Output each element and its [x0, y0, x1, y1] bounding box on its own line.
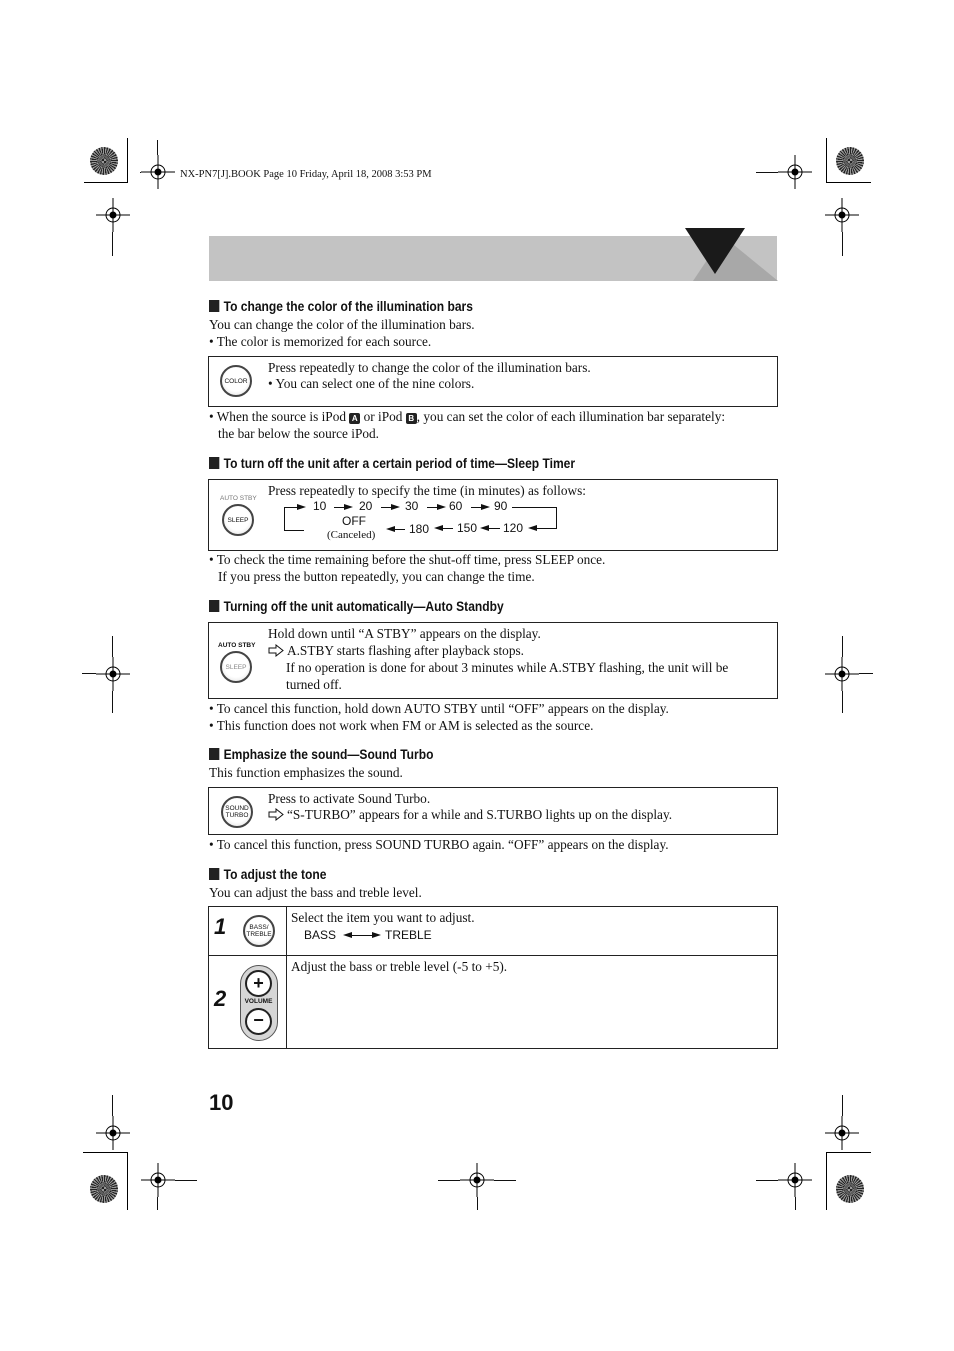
arrow-right-icon	[344, 504, 353, 510]
section-heading-illumination: To change the color of the illumination bars	[209, 298, 473, 314]
bass-treble-label-1: BASS/	[249, 924, 269, 931]
crosshair-icon	[825, 1116, 859, 1150]
page-number: 10	[209, 1090, 234, 1115]
illumination-intro-2: • The color is memorized for each source.	[209, 334, 432, 349]
auto-standby-instruction: Hold down until “A STBY” appears on the display.	[268, 626, 541, 641]
section-heading-sleep: To turn off the unit after a certain period of time—Sleep Timer	[209, 455, 575, 471]
bullet-square-icon	[209, 600, 219, 612]
section-heading-tone: To adjust the tone	[209, 866, 326, 882]
volume-label: VOLUME	[244, 998, 273, 1005]
crosshair-icon	[141, 155, 175, 189]
starburst-icon	[90, 147, 118, 175]
crosshair-icon	[825, 657, 859, 691]
bass-treble-button-icon	[243, 915, 275, 947]
sound-turbo-label-2: TURBO	[225, 812, 249, 819]
crosshair-icon	[778, 155, 812, 189]
sleep-seq-60: 60	[449, 499, 463, 513]
result-arrow-icon	[268, 644, 284, 657]
sleep-button-label: SLEEP	[225, 663, 247, 671]
volume-button-icon	[240, 965, 278, 1041]
starburst-icon	[836, 1175, 864, 1203]
bass-treble-arrow-line	[351, 935, 373, 936]
auto-standby-result	[268, 642, 524, 659]
color-button-icon	[220, 365, 252, 397]
sleep-seq-off: OFF	[342, 514, 366, 528]
step-2-number: 2	[214, 986, 227, 1011]
print-header-meta: NX-PN7[J].BOOK Page 10 Friday, April 18, 2008 3:53 PM	[180, 169, 432, 180]
arrow-right-icon	[481, 504, 490, 510]
tone-intro: You can adjust the bass and treble level.	[209, 885, 422, 900]
crosshair-icon	[96, 1116, 130, 1150]
table-divider	[208, 955, 778, 956]
starburst-icon	[836, 147, 864, 175]
sound-turbo-intro: This function emphasizes the sound.	[209, 765, 403, 780]
header-triangle-icon	[683, 228, 778, 287]
note-text: or iPod	[360, 409, 406, 424]
sleep-seq-20: 20	[359, 499, 373, 513]
sleep-seq-150: 150	[457, 521, 478, 535]
crosshair-icon	[141, 1163, 175, 1197]
sleep-button-label: SLEEP	[227, 516, 249, 524]
sleep-button-icon	[220, 651, 252, 683]
ipod-a-badge: A	[349, 413, 360, 424]
crosshair-icon	[96, 198, 130, 232]
illumination-note	[209, 408, 725, 425]
bullet-square-icon	[209, 868, 219, 880]
sound-turbo-button-icon	[221, 796, 253, 828]
step-1-text: Select the item you want to adjust.	[291, 910, 475, 925]
volume-plus-icon: +	[245, 970, 272, 997]
sound-turbo-label-1: SOUND	[225, 805, 249, 812]
result-text: “S-TURBO” appears for a while and S.TURBO lights up on the display.	[287, 807, 673, 822]
sleep-canceled-label: (Canceled)	[327, 529, 376, 541]
step-1-bass: BASS	[304, 928, 337, 942]
note-text: , you can set the color of each illumination bar separately:	[416, 409, 726, 424]
sound-turbo-result	[268, 806, 672, 823]
starburst-icon	[90, 1175, 118, 1203]
illumination-instruction-1: Press repeatedly to change the color of the illumination bars.	[268, 360, 591, 375]
step-2-text: Adjust the bass or treble level (-5 to +5).	[291, 959, 508, 974]
sleep-instruction: Press repeatedly to specify the time (in minutes) as follows:	[268, 483, 586, 498]
step-1-treble: TREBLE	[385, 928, 432, 942]
auto-standby-note-2: • This function does not work when FM or AM is selected as the source.	[209, 718, 594, 733]
volume-minus-icon: −	[245, 1008, 272, 1035]
crosshair-icon	[825, 198, 859, 232]
sleep-note-2: If you press the button repeatedly, you can change the time.	[218, 569, 535, 584]
step-1-number: 1	[214, 914, 227, 939]
sound-turbo-note: • To cancel this function, press SOUND TURBO again. “OFF” appears on the display.	[209, 837, 669, 852]
bullet-square-icon	[209, 748, 219, 760]
sleep-seq-10: 10	[313, 499, 327, 513]
illumination-intro-1: You can change the color of the illumination bars.	[209, 317, 475, 332]
sleep-seq-180: 180	[409, 522, 430, 536]
arrow-right-icon	[391, 504, 400, 510]
table-divider	[286, 906, 287, 1049]
result-text: A.STBY starts flashing after playback stops.	[287, 643, 524, 658]
sleep-note-1: • To check the time remaining before the shut-off time, press SLEEP once.	[209, 552, 606, 567]
auto-standby-detail-1: If no operation is done for about 3 minutes while A.STBY flashing, the unit will be	[286, 660, 729, 675]
auto-standby-note-1: • To cancel this function, hold down AUTO STBY until “OFF” appears on the display.	[209, 701, 669, 716]
sleep-button-icon	[222, 504, 254, 536]
bullet-square-icon	[209, 300, 219, 312]
arrow-right-icon	[297, 504, 306, 510]
auto-standby-detail-2: turned off.	[286, 677, 342, 692]
bass-treble-label-2: TREBLE	[246, 931, 272, 938]
auto-stby-label: AUTO STBY	[218, 642, 256, 649]
section-heading-auto-standby: Turning off the unit automatically—Auto Standby	[209, 598, 504, 614]
sleep-seq-30: 30	[405, 499, 419, 513]
crosshair-icon	[96, 657, 130, 691]
note-text: • When the source is iPod	[209, 409, 350, 424]
sleep-seq-120: 120	[503, 521, 524, 535]
result-arrow-icon	[268, 808, 284, 821]
crosshair-icon	[778, 1163, 812, 1197]
auto-stby-label: AUTO STBY	[220, 495, 257, 502]
crosshair-icon	[460, 1163, 494, 1197]
tone-steps-table	[208, 906, 778, 1049]
bullet-square-icon	[209, 457, 219, 469]
ipod-b-badge: B	[406, 413, 417, 424]
sleep-seq-90: 90	[494, 499, 508, 513]
illumination-instruction-2: • You can select one of the nine colors.	[268, 376, 475, 391]
color-button-label: COLOR	[224, 377, 248, 385]
arrow-right-icon	[372, 932, 381, 938]
section-heading-sound-turbo: Emphasize the sound—Sound Turbo	[209, 746, 433, 762]
sound-turbo-instruction: Press to activate Sound Turbo.	[268, 791, 431, 806]
arrow-right-icon	[437, 504, 446, 510]
illumination-note-line2: the bar below the source iPod.	[218, 426, 379, 441]
